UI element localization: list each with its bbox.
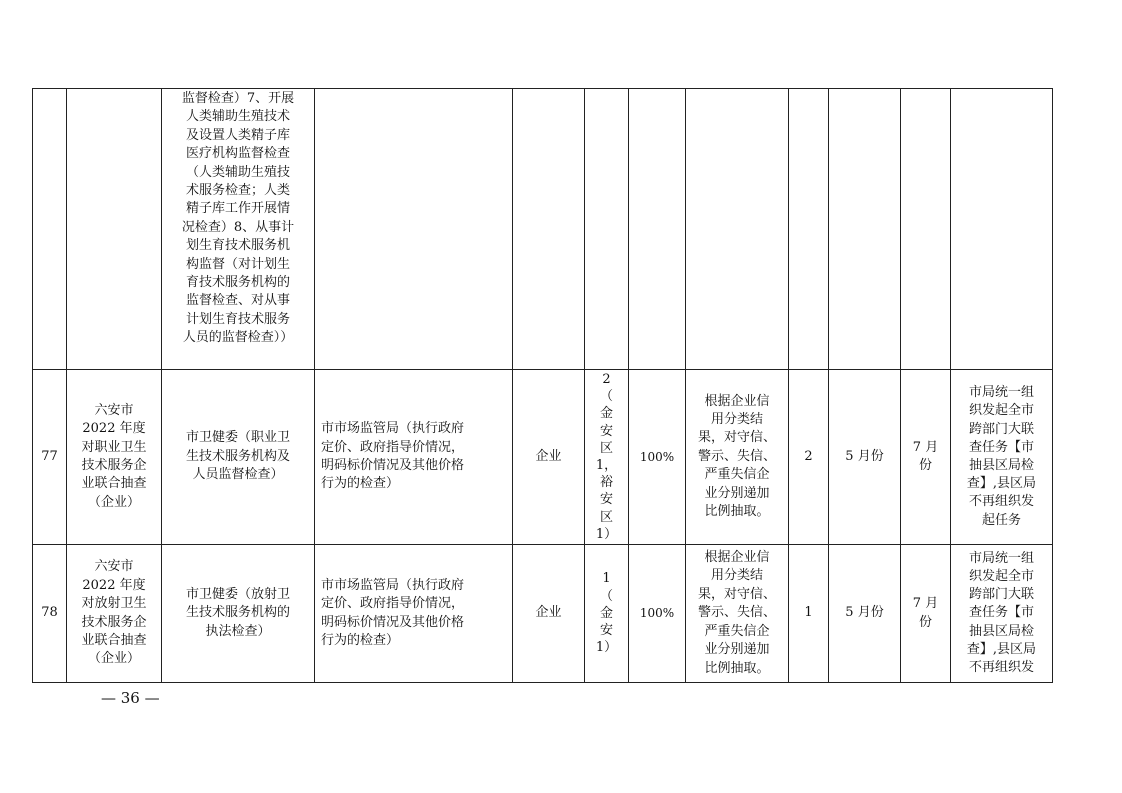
row-number-cell: 78 — [33, 545, 67, 683]
object-type-cell — [513, 89, 585, 370]
sample-count-cell: 1 （ 金 安 1） — [585, 545, 629, 683]
department-cell: 市卫健委（职业卫 生技术服务机构及 人员监督检查） — [162, 370, 315, 545]
sampling-method-cell: 根据企业信 用分类结 果，对守信、 警示、失信、 严重失信企 业分别递加 比例抽取。 — [686, 370, 789, 545]
inspection-count-cell: 2 — [789, 370, 829, 545]
remarks-cell — [951, 89, 1053, 370]
sample-count-cell: 2 （ 金 安 区 1， 裕 安 区 1） — [585, 370, 629, 545]
start-time-cell — [829, 89, 901, 370]
inspection-count-cell — [789, 89, 829, 370]
table-row — [33, 545, 1053, 683]
page-number: — 36 — — [101, 689, 160, 707]
row-number-cell: 77 — [33, 370, 67, 545]
end-time-cell: 7 月 份 — [901, 545, 951, 683]
end-time-cell — [901, 89, 951, 370]
department-cell: 监督检查）7、开展 人类辅助生殖技术 及设置人类精子库 医疗机构监督检查 （人类辅助生殖技 术服务检查；人类 精子库工作开展情 况检查）8、从事计 划生育技术服务机 构监督（对计划生 育技术服务机构的 监督检查、对从事 计划生育技术服务 人员的监督检查）） — [162, 89, 315, 370]
sampling-method-cell: 根据企业信 用分类结 果，对守信、 警示、失信、 严重失信企 业分别递加 比例抽取。 — [686, 545, 789, 683]
end-time-cell: 7 月 份 — [901, 370, 951, 545]
sample-ratio-cell: 100% — [629, 370, 686, 545]
start-time-cell: 5 月份 — [829, 545, 901, 683]
inspection-plan-table — [32, 88, 1053, 683]
lead-department-cell — [315, 89, 513, 370]
row-number-cell — [33, 89, 67, 370]
task-name-cell: 六安市 2022 年度 对放射卫生 技术服务企 业联合抽查 （企业） — [67, 545, 162, 683]
sample-ratio-cell — [629, 89, 686, 370]
sample-count-cell — [585, 89, 629, 370]
table-row — [33, 370, 1053, 545]
remarks-cell: 市局统一组 织发起全市 跨部门大联 查任务【市 抽县区局检 查】,县区局 不再组织发 起任务 — [951, 370, 1053, 545]
inspection-count-cell: 1 — [789, 545, 829, 683]
department-cell: 市卫健委（放射卫 生技术服务机构的 执法检查） — [162, 545, 315, 683]
table-row — [33, 89, 1053, 370]
object-type-cell: 企业 — [513, 545, 585, 683]
lead-department-cell: 市市场监管局（执行政府 定价、政府指导价情况， 明码标价情况及其他价格 行为的检查） — [315, 545, 513, 683]
sampling-method-cell — [686, 89, 789, 370]
task-name-cell: 六安市 2022 年度 对职业卫生 技术服务企 业联合抽查 （企业） — [67, 370, 162, 545]
lead-department-cell: 市市场监管局（执行政府 定价、政府指导价情况， 明码标价情况及其他价格 行为的检查） — [315, 370, 513, 545]
object-type-cell: 企业 — [513, 370, 585, 545]
sample-ratio-cell: 100% — [629, 545, 686, 683]
remarks-cell: 市局统一组 织发起全市 跨部门大联 查任务【市 抽县区局检 查】,县区局 不再组织发 — [951, 545, 1053, 683]
task-name-cell — [67, 89, 162, 370]
start-time-cell: 5 月份 — [829, 370, 901, 545]
